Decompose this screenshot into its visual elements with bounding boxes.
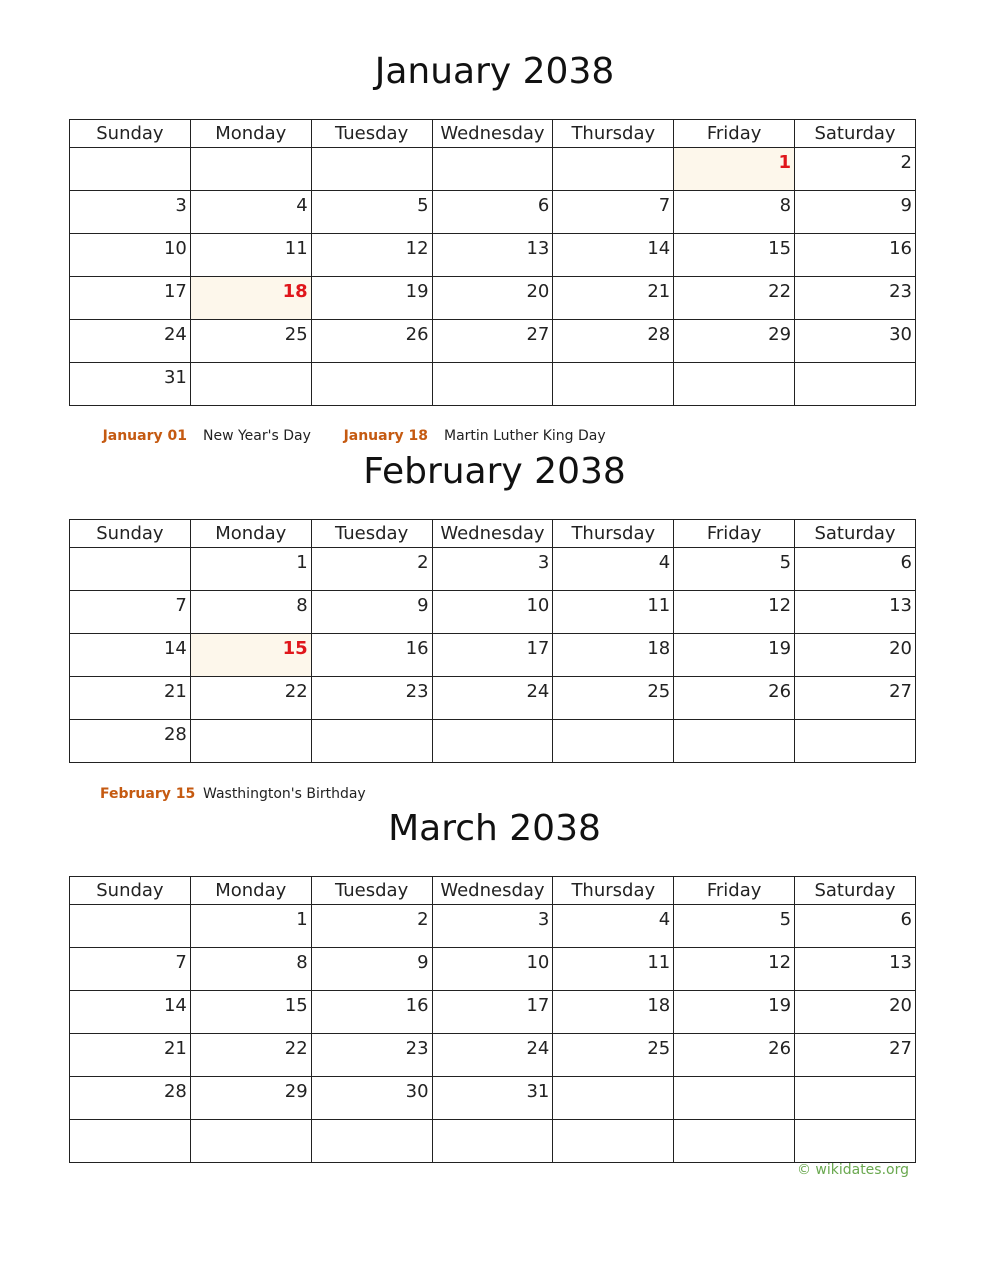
- empty-day-cell: [432, 363, 553, 406]
- day-cell: [70, 191, 191, 234]
- day-number: 24: [526, 681, 550, 702]
- day-cell: [311, 948, 432, 991]
- day-number: 4: [296, 195, 308, 216]
- day-cell: [432, 548, 553, 591]
- day-number: 6: [900, 552, 912, 573]
- weekday-header: Saturday: [795, 120, 916, 148]
- empty-day-cell: [190, 148, 311, 191]
- day-number: 25: [647, 681, 671, 702]
- weekday-header: Saturday: [795, 877, 916, 905]
- empty-day-cell: [70, 1120, 191, 1163]
- empty-day-cell: [432, 720, 553, 763]
- day-number: 12: [768, 952, 792, 973]
- day-number: 10: [163, 238, 187, 259]
- day-number: 19: [768, 638, 792, 659]
- day-number: 31: [526, 1081, 550, 1102]
- weekday-header-row: [70, 120, 916, 148]
- weekday-header: Saturday: [795, 520, 916, 548]
- day-number: 18: [647, 638, 671, 659]
- empty-day-cell: [674, 720, 795, 763]
- calendar-january: [69, 119, 916, 406]
- day-number: 9: [900, 195, 912, 216]
- day-number: 1: [778, 152, 792, 173]
- day-cell: [190, 591, 311, 634]
- empty-day-cell: [674, 1120, 795, 1163]
- day-cell: [70, 320, 191, 363]
- day-number: 11: [647, 595, 671, 616]
- day-number: 10: [526, 595, 550, 616]
- day-cell: [674, 148, 795, 191]
- empty-day-cell: [795, 1077, 916, 1120]
- day-number: 19: [405, 281, 429, 302]
- day-cell: [553, 677, 674, 720]
- day-number: 14: [163, 638, 187, 659]
- day-cell: [674, 991, 795, 1034]
- day-number: 5: [779, 909, 792, 930]
- weekday-header: Sunday: [70, 120, 191, 148]
- day-cell: [311, 991, 432, 1034]
- week-row: [70, 548, 916, 591]
- weekday-header: Friday: [674, 120, 795, 148]
- day-number: 9: [417, 595, 429, 616]
- empty-day-cell: [553, 720, 674, 763]
- day-cell: [70, 948, 191, 991]
- week-row: [70, 634, 916, 677]
- day-cell: [553, 320, 674, 363]
- day-number: 15: [282, 638, 308, 659]
- holiday-date: January 01: [102, 428, 187, 444]
- day-cell: [190, 277, 311, 320]
- day-cell: [795, 905, 916, 948]
- week-row: [70, 1034, 916, 1077]
- week-row: [70, 720, 916, 763]
- day-cell: [795, 677, 916, 720]
- day-cell: [432, 1034, 553, 1077]
- day-number: 8: [296, 952, 308, 973]
- day-number: 5: [779, 552, 792, 573]
- day-number: 11: [284, 238, 308, 259]
- day-number: 26: [405, 324, 429, 345]
- day-cell: [70, 234, 191, 277]
- day-number: 18: [647, 995, 671, 1016]
- day-cell: [795, 948, 916, 991]
- empty-day-cell: [70, 548, 191, 591]
- day-cell: [190, 320, 311, 363]
- day-number: 21: [163, 1038, 187, 1059]
- day-cell: [311, 191, 432, 234]
- day-cell: [432, 991, 553, 1034]
- day-number: 22: [768, 281, 792, 302]
- week-row: [70, 591, 916, 634]
- weekday-header: Friday: [674, 520, 795, 548]
- day-cell: [795, 634, 916, 677]
- day-cell: [190, 548, 311, 591]
- holiday-name: New Year's Day: [203, 428, 311, 444]
- day-number: 15: [284, 995, 308, 1016]
- day-cell: [674, 320, 795, 363]
- day-cell: [70, 1077, 191, 1120]
- day-cell: [553, 948, 674, 991]
- day-cell: [311, 905, 432, 948]
- day-cell: [674, 905, 795, 948]
- day-number: 26: [768, 681, 792, 702]
- weekday-header: Tuesday: [311, 520, 432, 548]
- week-row: [70, 1077, 916, 1120]
- holiday-date: February 15: [100, 786, 196, 802]
- day-cell: [311, 677, 432, 720]
- day-cell: [70, 1034, 191, 1077]
- holiday-list-february: [100, 785, 366, 803]
- day-number: 7: [175, 952, 187, 973]
- day-cell: [432, 948, 553, 991]
- day-number: 6: [900, 909, 912, 930]
- day-cell: [674, 191, 795, 234]
- day-number: 19: [768, 995, 792, 1016]
- holiday-date: January 18: [343, 428, 428, 444]
- day-cell: [795, 591, 916, 634]
- weekday-header: Thursday: [553, 877, 674, 905]
- empty-day-cell: [190, 1120, 311, 1163]
- week-row: [70, 191, 916, 234]
- day-number: 29: [284, 1081, 308, 1102]
- day-cell: [553, 905, 674, 948]
- day-number: 25: [284, 324, 308, 345]
- weekday-header: Wednesday: [432, 120, 553, 148]
- empty-day-cell: [795, 363, 916, 406]
- day-number: 27: [889, 681, 912, 702]
- day-number: 7: [658, 195, 671, 216]
- day-cell: [432, 677, 553, 720]
- weekday-header-row: [70, 520, 916, 548]
- day-number: 22: [284, 681, 308, 702]
- empty-day-cell: [795, 720, 916, 763]
- holiday-name: Martin Luther King Day: [444, 428, 606, 444]
- day-number: 3: [175, 195, 187, 216]
- week-row: [70, 234, 916, 277]
- day-cell: [432, 634, 553, 677]
- day-cell: [190, 234, 311, 277]
- day-number: 16: [889, 238, 912, 259]
- day-number: 30: [405, 1081, 429, 1102]
- day-number: 12: [768, 595, 792, 616]
- day-cell: [674, 1034, 795, 1077]
- day-cell: [795, 320, 916, 363]
- day-number: 1: [296, 552, 308, 573]
- empty-day-cell: [70, 905, 191, 948]
- day-cell: [795, 1034, 916, 1077]
- weekday-header: Tuesday: [311, 877, 432, 905]
- day-cell: [70, 363, 191, 406]
- day-cell: [795, 991, 916, 1034]
- day-cell: [432, 905, 553, 948]
- day-cell: [674, 277, 795, 320]
- day-cell: [190, 948, 311, 991]
- day-cell: [311, 1077, 432, 1120]
- day-cell: [432, 1077, 553, 1120]
- day-cell: [553, 634, 674, 677]
- day-cell: [432, 591, 553, 634]
- day-number: 14: [163, 995, 187, 1016]
- day-cell: [674, 677, 795, 720]
- day-number: 2: [417, 552, 429, 573]
- day-cell: [190, 634, 311, 677]
- day-number: 1: [296, 909, 308, 930]
- day-number: 23: [889, 281, 912, 302]
- empty-day-cell: [553, 1120, 674, 1163]
- day-number: 17: [526, 638, 550, 659]
- day-cell: [674, 234, 795, 277]
- day-number: 7: [175, 595, 187, 616]
- weekday-header: Wednesday: [432, 520, 553, 548]
- week-row: [70, 991, 916, 1034]
- day-cell: [432, 234, 553, 277]
- week-row: [70, 148, 916, 191]
- day-cell: [795, 191, 916, 234]
- day-cell: [795, 277, 916, 320]
- day-number: 27: [889, 1038, 912, 1059]
- empty-day-cell: [553, 1077, 674, 1120]
- day-number: 24: [526, 1038, 550, 1059]
- day-number: 3: [537, 552, 550, 573]
- empty-day-cell: [674, 363, 795, 406]
- day-cell: [70, 277, 191, 320]
- day-number: 13: [526, 238, 550, 259]
- day-number: 22: [284, 1038, 308, 1059]
- day-cell: [553, 234, 674, 277]
- weekday-header: Monday: [190, 877, 311, 905]
- day-cell: [70, 720, 191, 763]
- day-number: 20: [889, 995, 912, 1016]
- day-number: 17: [526, 995, 550, 1016]
- day-number: 11: [647, 952, 671, 973]
- day-number: 8: [779, 195, 792, 216]
- day-cell: [311, 1034, 432, 1077]
- day-number: 9: [417, 952, 429, 973]
- day-number: 20: [526, 281, 550, 302]
- day-number: 4: [658, 552, 671, 573]
- day-cell: [795, 148, 916, 191]
- day-number: 23: [405, 681, 429, 702]
- empty-day-cell: [553, 363, 674, 406]
- day-number: 15: [768, 238, 792, 259]
- month-title-february: February 2038: [363, 451, 626, 492]
- footer-credit[interactable]: © wikidates.org: [796, 1162, 909, 1178]
- day-number: 30: [889, 324, 912, 345]
- day-cell: [432, 191, 553, 234]
- day-number: 31: [163, 367, 187, 388]
- day-number: 18: [282, 281, 308, 302]
- empty-day-cell: [311, 148, 432, 191]
- day-number: 21: [163, 681, 187, 702]
- day-cell: [432, 277, 553, 320]
- empty-day-cell: [432, 148, 553, 191]
- day-number: 21: [647, 281, 671, 302]
- day-cell: [311, 591, 432, 634]
- weekday-header: Wednesday: [432, 877, 553, 905]
- week-row: [70, 677, 916, 720]
- day-cell: [70, 991, 191, 1034]
- weekday-header: Sunday: [70, 520, 191, 548]
- day-number: 17: [163, 281, 187, 302]
- day-cell: [674, 548, 795, 591]
- empty-day-cell: [553, 148, 674, 191]
- day-cell: [553, 191, 674, 234]
- empty-day-cell: [70, 148, 191, 191]
- holiday-list-january: [100, 427, 606, 445]
- day-number: 12: [405, 238, 429, 259]
- day-cell: [311, 634, 432, 677]
- day-number: 23: [405, 1038, 429, 1059]
- week-row: [70, 1120, 916, 1163]
- day-number: 8: [296, 595, 308, 616]
- day-number: 13: [889, 595, 912, 616]
- week-row: [70, 320, 916, 363]
- holiday-name: Wasthington's Birthday: [203, 786, 366, 802]
- month-title-january: January 2038: [374, 51, 615, 92]
- day-cell: [311, 548, 432, 591]
- day-cell: [553, 591, 674, 634]
- weekday-header: Friday: [674, 877, 795, 905]
- empty-day-cell: [190, 363, 311, 406]
- day-cell: [674, 948, 795, 991]
- day-cell: [553, 548, 674, 591]
- day-cell: [70, 677, 191, 720]
- day-cell: [674, 591, 795, 634]
- week-row: [70, 948, 916, 991]
- empty-day-cell: [311, 720, 432, 763]
- empty-day-cell: [432, 1120, 553, 1163]
- day-cell: [674, 634, 795, 677]
- day-cell: [795, 548, 916, 591]
- weekday-header-row: [70, 877, 916, 905]
- day-number: 13: [889, 952, 912, 973]
- day-number: 24: [163, 324, 187, 345]
- weekday-header: Monday: [190, 120, 311, 148]
- day-number: 2: [417, 909, 429, 930]
- empty-day-cell: [795, 1120, 916, 1163]
- day-number: 28: [647, 324, 671, 345]
- weekday-header: Sunday: [70, 877, 191, 905]
- empty-day-cell: [311, 363, 432, 406]
- day-number: 28: [163, 724, 187, 745]
- day-cell: [311, 320, 432, 363]
- weekday-header: Monday: [190, 520, 311, 548]
- day-number: 4: [658, 909, 671, 930]
- calendar-march: [69, 876, 916, 1163]
- day-cell: [553, 1034, 674, 1077]
- day-number: 5: [417, 195, 429, 216]
- day-cell: [795, 234, 916, 277]
- day-cell: [311, 234, 432, 277]
- empty-day-cell: [674, 1077, 795, 1120]
- week-row: [70, 363, 916, 406]
- day-cell: [190, 991, 311, 1034]
- month-title-march: March 2038: [388, 808, 601, 849]
- day-number: 20: [889, 638, 912, 659]
- day-cell: [190, 1077, 311, 1120]
- week-row: [70, 905, 916, 948]
- day-number: 28: [163, 1081, 187, 1102]
- day-cell: [553, 991, 674, 1034]
- day-cell: [190, 677, 311, 720]
- day-number: 26: [768, 1038, 792, 1059]
- day-cell: [190, 905, 311, 948]
- weekday-header: Thursday: [553, 120, 674, 148]
- day-cell: [70, 591, 191, 634]
- empty-day-cell: [311, 1120, 432, 1163]
- day-number: 3: [537, 909, 550, 930]
- empty-day-cell: [190, 720, 311, 763]
- weekday-header: Thursday: [553, 520, 674, 548]
- weekday-header: Tuesday: [311, 120, 432, 148]
- day-number: 10: [526, 952, 550, 973]
- calendar-february: [69, 519, 916, 763]
- day-number: 16: [405, 995, 429, 1016]
- day-number: 6: [537, 195, 550, 216]
- day-cell: [190, 191, 311, 234]
- day-number: 16: [405, 638, 429, 659]
- day-number: 25: [647, 1038, 671, 1059]
- day-number: 29: [768, 324, 792, 345]
- day-number: 2: [900, 152, 912, 173]
- day-number: 14: [647, 238, 671, 259]
- day-cell: [432, 320, 553, 363]
- week-row: [70, 277, 916, 320]
- day-cell: [553, 277, 674, 320]
- day-cell: [70, 634, 191, 677]
- day-cell: [190, 1034, 311, 1077]
- day-cell: [311, 277, 432, 320]
- day-number: 27: [526, 324, 550, 345]
